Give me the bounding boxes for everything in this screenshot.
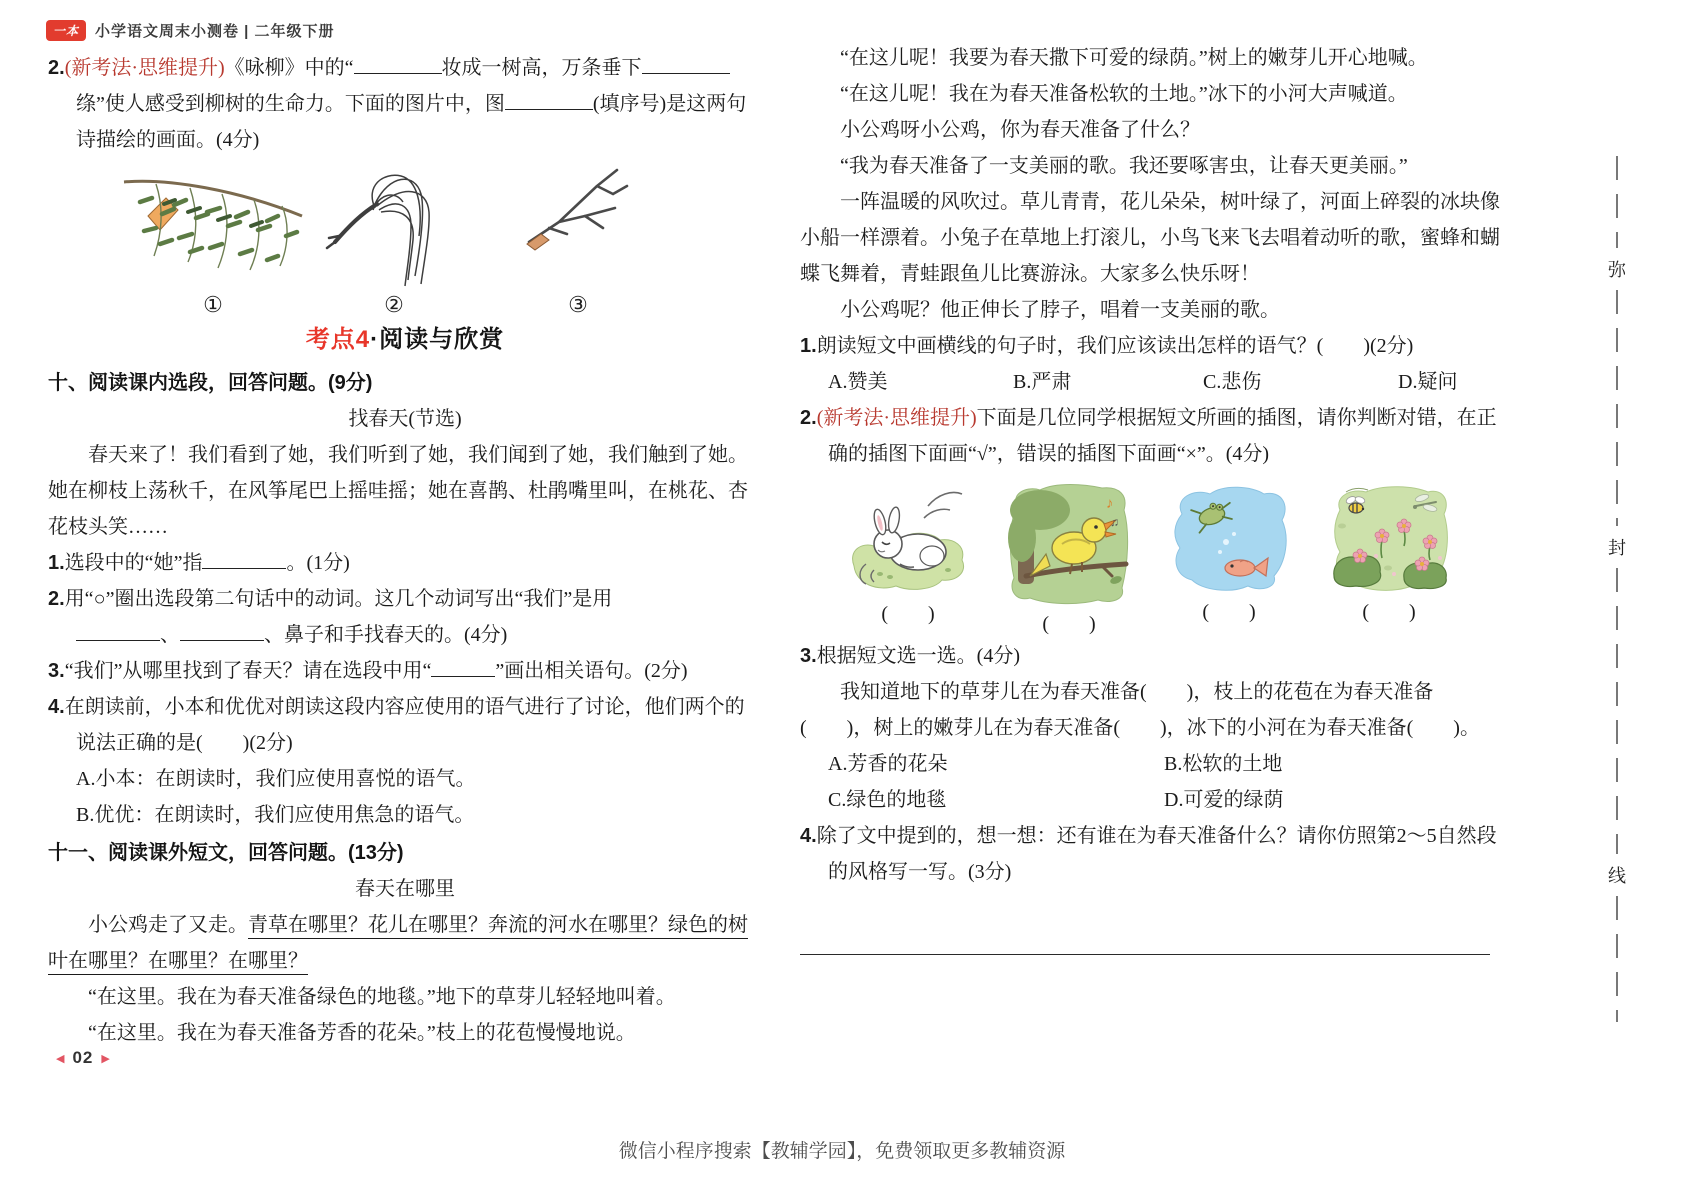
left-arrow-icon: ◀ [56,1052,65,1065]
question-1-options [800,364,1502,400]
willow-bare-twigs-illustration [519,164,637,256]
passage-paragraph-5: “在这儿呢！我在为春天准备松软的土地。”冰下的小河大声喊道。 [840,83,1408,105]
bird-singing-on-branch-illustration [1006,480,1132,606]
sub-question-1 [48,545,762,581]
option-c: C.绿色的地毯 [828,789,947,811]
fill-blank [354,58,442,74]
new-method-tag: (新考法·思维提升) [816,407,977,429]
willow-drooping-strands-illustration [319,164,469,292]
willow-figure-1 [118,164,308,316]
right-column [800,40,1502,955]
illustration-figure-garden [1326,480,1452,638]
illustration-figure-bird [1006,480,1132,638]
seal-dash-segment [1616,568,1618,854]
option-b: B.严肃 [1013,371,1072,393]
svg-text:♪: ♪ [1106,496,1114,512]
question-text: 绦”使人感受到柳树的生命力。下面的图片中，图 [76,93,505,115]
illustration-row [800,480,1502,638]
brand-badge: 一本 [46,20,86,41]
passage-title-chuntianzainali: 春天在哪里 [355,878,455,901]
frog-and-fish-swimming-illustration [1166,480,1292,594]
question-number: 1. [800,335,817,357]
question-number: 3. [800,645,817,667]
svg-text:♫: ♫ [1110,515,1119,529]
reading-question-2 [800,400,1502,472]
passage-paragraph-3: “在这里。我在为春天准备芳香的花朵。”枝上的花苞慢慢地说。 [88,1022,636,1045]
judge-bracket-1: ( ) [881,603,935,625]
option-a: A.芳香的花朵 [828,753,948,775]
passage-paragraph-6: 小公鸡呀小公鸡，你为春天准备了什么？ [840,119,1200,141]
option-c: C.悲伤 [1203,371,1262,393]
option-d: D.疑问 [1398,371,1458,393]
question-text: 、 [160,624,180,647]
reading-question-4 [800,818,1502,890]
kaodian-title: ·阅读与欣赏 [370,326,505,353]
seal-dash-segment [1616,896,1618,1022]
section-ten-heading: 十、阅读课内选段，回答问题。(9分) [48,372,373,395]
kaodian-number: 考点4 [305,326,371,353]
question-text: (填序号)是这两句诗描绘的画面。(4分) [76,93,747,151]
question-text: 。(1分) [286,552,350,575]
option-b: B.优优：在朗读时，我们应使用焦急的语气。 [76,804,475,827]
seal-dash-segment [1616,156,1618,248]
question-number: 3. [48,660,65,683]
new-method-tag: (新考法·思维提升) [64,57,225,79]
question-text: 用“○”圈出选段第二句话中的动词。这几个动词写出“我们”是用 [64,588,613,611]
underlined-passage-text: 青草在哪里？花儿在哪里？奔流的河水在哪里？绿色的树叶在哪里？在哪里？在哪里？ [48,914,748,973]
question-text: 朗读短文中画横线的句子时，我们应该读出怎样的语气？( )(2分) [816,335,1414,357]
seal-line [1601,156,1633,1022]
passage-paragraph-7: “我为春天准备了一支美丽的歌。我还要啄害虫，让春天更美丽。” [840,155,1408,177]
fill-blank [431,661,495,677]
willow-leafy-branch-illustration [118,164,308,276]
question-3-fill-text: 我知道地下的草芽儿在为春天准备( )，枝上的花苞在为春天准备( )，树上的嫩芽儿在为春天准备( )，冰下的小河在为春天准备( )。 [800,681,1480,739]
reading-question-1 [800,328,1502,364]
question-text: 妆成一树高，万条垂下 [441,57,642,79]
option-d: D.可爱的绿荫 [1164,789,1284,811]
figure-label-1: ① [203,292,223,317]
passage-paragraph-8: 一阵温暖的风吹过。草儿青青，花儿朵朵，树叶绿了，河面上碎裂的冰块像小船一样漂着。小兔子在草地上打滚儿，小鸟飞来飞去唱着动听的歌，蜜蜂和蝴蝶飞舞着，青蛙跟鱼儿比赛游泳。大家多么快乐呀！ [800,191,1500,285]
passage-text: 小公鸡走了又走。 [88,914,248,937]
question-text: 下面是几位同学根据短文所画的插图，请你判断对错，在正确的插图下面画“√”，错误的插图下面画“×”。(4分) [828,407,1497,465]
question-text: 根据短文选一选。(4分) [816,645,1021,667]
fill-blank [202,553,286,569]
option-a: A.小本：在朗读时，我们应使用喜悦的语气。 [76,768,476,791]
fill-blank [642,58,730,74]
reading-question-3 [800,638,1502,674]
judge-bracket-2: ( ) [1042,613,1096,635]
question-number: 1. [48,552,65,575]
willow-figure-3 [518,164,638,316]
seal-char-feng: 封 [1608,538,1626,558]
passage-paragraph-9: 小公鸡呢？他正伸长了脖子，唱着一支美丽的歌。 [840,299,1280,321]
page-header-title: 小学语文周末小测卷 | 二年级下册 [95,23,335,40]
fill-blank [76,625,160,641]
bee-and-flowers-garden-illustration [1326,480,1452,594]
sub-question-2 [48,581,762,653]
question-number: 2. [800,407,817,429]
question-3-options [800,746,1502,818]
footer-note: 微信小程序搜索【教辅学园】，免费领取更多教辅资源 [618,1141,1066,1162]
page-number [56,1048,110,1068]
page-header [46,20,335,41]
passage-paragraph: 春天来了！我们看到了她，我们听到了她，我们闻到了她，我们触到了她。她在柳枝上荡秋千，在风筝尾巴上摇哇摇；她在喜鹊、杜鹃嘴里叫，在桃花、杏花枝头笑…… [48,444,748,539]
question-text: ”画出相关语句。(2分) [495,660,688,683]
willow-figures-row [48,164,762,316]
figure-label-3: ③ [568,292,588,317]
sub-question-4 [48,689,762,761]
question-text: 《咏柳》中的“ [224,57,354,79]
fill-blank [505,94,593,110]
question-text: 除了文中提到的，想一想：还有谁在为春天准备什么？请你仿照第2～5自然段的风格写一写。(3分) [816,825,1497,883]
question-number: 2. [48,57,65,79]
answer-writing-line [800,954,1490,955]
seal-char-xian: 线 [1608,866,1626,886]
left-column [48,50,762,1051]
option-a: A.赞美 [828,371,888,393]
question-text: “我们”从哪里找到了春天？请在选段中用“ [64,660,432,683]
figure-label-2: ② [384,292,404,317]
sub-question-3 [48,653,762,689]
question-number: 2. [48,588,65,611]
fill-blank [180,625,264,641]
question-text: 选段中的“她”指 [64,552,203,575]
question-text: 、鼻子和手找春天的。(4分) [264,624,508,647]
judge-bracket-4: ( ) [1362,601,1416,623]
question-number: 4. [800,825,817,847]
passage-title-zhaochuntian: 找春天(节选) [348,408,462,431]
question-number: 4. [48,696,65,719]
rabbit-rolling-on-grass-illustration [844,480,972,596]
illustration-figure-water [1166,480,1292,638]
right-arrow-icon: ▶ [101,1052,110,1065]
seal-dash-segment [1616,290,1618,526]
section-eleven-heading: 十一、阅读课外短文，回答问题。(13分) [48,842,404,865]
judge-bracket-3: ( ) [1202,601,1256,623]
passage-paragraph-1 [48,907,762,979]
illustration-figure-rabbit [844,480,972,638]
question-text: 在朗读前，小本和优优对朗读这段内容应使用的语气进行了讨论，他们两个的说法正确的是( )(2分) [64,696,745,755]
page-number-value: 02 [72,1048,94,1067]
section-kaodian-heading [48,318,762,361]
seal-char-mi: 弥 [1608,260,1626,280]
passage-paragraph-4: “在这儿呢！我要为春天撒下可爱的绿荫。”树上的嫩芽儿开心地喊。 [840,47,1428,69]
passage-paragraph-2: “在这里。我在为春天准备绿色的地毯。”地下的草芽儿轻轻地叫着。 [88,986,676,1009]
option-b: B.松软的土地 [1164,753,1283,775]
willow-figure-2 [314,164,474,316]
question-2-willow-poem [48,50,762,158]
